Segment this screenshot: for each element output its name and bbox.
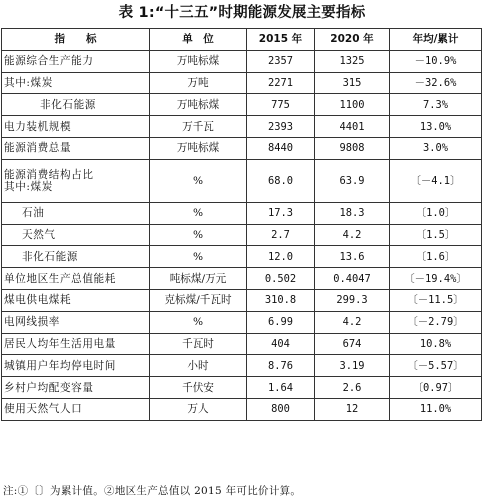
value-2020: 4.2: [315, 224, 390, 246]
table-row: [2, 333, 482, 355]
value-2020: 12: [315, 398, 390, 420]
table-row: [2, 268, 482, 290]
value-2015: 2.7: [247, 224, 315, 246]
value-annual: －32.6%: [390, 72, 482, 94]
value-2015: 800: [247, 398, 315, 420]
indicator-name: 其中:煤炭: [2, 72, 150, 94]
indicator-unit: 万千瓦: [150, 116, 247, 138]
value-2020: 1325: [315, 50, 390, 72]
value-2020: 674: [315, 333, 390, 355]
indicator-name: 非化石能源: [2, 246, 150, 268]
value-2020: 315: [315, 72, 390, 94]
value-annual: 〔1.5〕: [390, 224, 482, 246]
value-2020: 4.2: [315, 311, 390, 333]
header-2020: 2020 年: [315, 29, 390, 51]
indicator-name: 能源消费总量: [2, 137, 150, 159]
indicator-name: 城镇用户年均停电时间: [2, 355, 150, 377]
value-annual: 〔－19.4%〕: [390, 268, 482, 290]
value-annual: 〔－2.79〕: [390, 311, 482, 333]
indicator-name: [2, 159, 150, 202]
table-row: [2, 202, 482, 224]
indicator-name: 非化石能源: [2, 94, 150, 116]
value-annual: 10.8%: [390, 333, 482, 355]
header-annual-cumulative: 年均/累计: [390, 29, 482, 51]
table-row: [2, 72, 482, 94]
indicator-unit: 克标煤/千瓦时: [150, 289, 247, 311]
value-2020: 1100: [315, 94, 390, 116]
value-2015: 2393: [247, 116, 315, 138]
table-footnote: 注:①〔〕为累计值。②地区生产总值以 2015 年可比价计算。: [3, 485, 302, 497]
value-2015: 310.8: [247, 289, 315, 311]
indicator-unit: 万吨标煤: [150, 94, 247, 116]
table-row: [2, 289, 482, 311]
table-row: [2, 50, 482, 72]
value-2015: 68.0: [247, 159, 315, 202]
indicator-unit: %: [150, 159, 247, 202]
value-annual: 〔－11.5〕: [390, 289, 482, 311]
table-row: [2, 224, 482, 246]
value-annual: 13.0%: [390, 116, 482, 138]
table-header-row: [2, 29, 482, 51]
value-2020: 0.4047: [315, 268, 390, 290]
value-2020: 2.6: [315, 377, 390, 399]
header-unit: 单 位: [150, 29, 247, 51]
value-2015: 12.0: [247, 246, 315, 268]
value-annual: 〔1.0〕: [390, 202, 482, 224]
value-annual: 〔1.6〕: [390, 246, 482, 268]
indicator-name-line1: 能源消费结构占比: [4, 168, 94, 181]
energy-indicators-table: [1, 28, 482, 421]
value-2015: 6.99: [247, 311, 315, 333]
value-2020: 299.3: [315, 289, 390, 311]
indicator-name: 天然气: [2, 224, 150, 246]
value-annual: 11.0%: [390, 398, 482, 420]
value-annual: 〔0.97〕: [390, 377, 482, 399]
indicator-name: 使用天然气人口: [2, 398, 150, 420]
value-2015: 17.3: [247, 202, 315, 224]
value-2015: 775: [247, 94, 315, 116]
indicator-name: 乡村户均配变容量: [2, 377, 150, 399]
value-2020: 3.19: [315, 355, 390, 377]
indicator-unit: %: [150, 246, 247, 268]
value-2020: 63.9: [315, 159, 390, 202]
value-2015: 0.502: [247, 268, 315, 290]
value-2020: 4401: [315, 116, 390, 138]
indicator-name: 电力装机规模: [2, 116, 150, 138]
value-2015: 2271: [247, 72, 315, 94]
indicator-name: 电网线损率: [2, 311, 150, 333]
indicator-unit: %: [150, 224, 247, 246]
indicator-name: 煤电供电煤耗: [2, 289, 150, 311]
table-row: [2, 377, 482, 399]
indicator-name: 单位地区生产总值能耗: [2, 268, 150, 290]
value-2020: 13.6: [315, 246, 390, 268]
indicator-unit: 千伏安: [150, 377, 247, 399]
table-row: [2, 159, 482, 202]
indicator-unit: 千瓦时: [150, 333, 247, 355]
indicator-unit: 万人: [150, 398, 247, 420]
indicator-unit: 万吨: [150, 72, 247, 94]
table-title: 表 1:“十三五”时期能源发展主要指标: [118, 5, 366, 21]
value-2015: 404: [247, 333, 315, 355]
value-annual: －10.9%: [390, 50, 482, 72]
indicator-unit: 吨标煤/万元: [150, 268, 247, 290]
value-2015: 8.76: [247, 355, 315, 377]
table-row: [2, 137, 482, 159]
indicator-name: 居民人均年生活用电量: [2, 333, 150, 355]
header-2015: 2015 年: [247, 29, 315, 51]
table-row: [2, 311, 482, 333]
indicator-unit: 小时: [150, 355, 247, 377]
value-2015: 1.64: [247, 377, 315, 399]
value-annual: 3.0%: [390, 137, 482, 159]
value-annual: 〔－4.1〕: [390, 159, 482, 202]
table-row: [2, 355, 482, 377]
value-annual: 7.3%: [390, 94, 482, 116]
header-indicator: 指 标: [2, 29, 150, 51]
indicator-name: 能源综合生产能力: [2, 50, 150, 72]
indicator-unit: %: [150, 202, 247, 224]
value-annual: 〔－5.57〕: [390, 355, 482, 377]
value-2015: 2357: [247, 50, 315, 72]
indicator-name-line2: 其中:煤炭: [4, 180, 53, 193]
indicator-name: 石油: [2, 202, 150, 224]
table-row: [2, 116, 482, 138]
table-row: [2, 398, 482, 420]
value-2020: 18.3: [315, 202, 390, 224]
table-row: [2, 94, 482, 116]
indicator-unit: 万吨标煤: [150, 50, 247, 72]
indicator-unit: 万吨标煤: [150, 137, 247, 159]
table-row: [2, 246, 482, 268]
value-2015: 8440: [247, 137, 315, 159]
value-2020: 9808: [315, 137, 390, 159]
indicator-unit: %: [150, 311, 247, 333]
